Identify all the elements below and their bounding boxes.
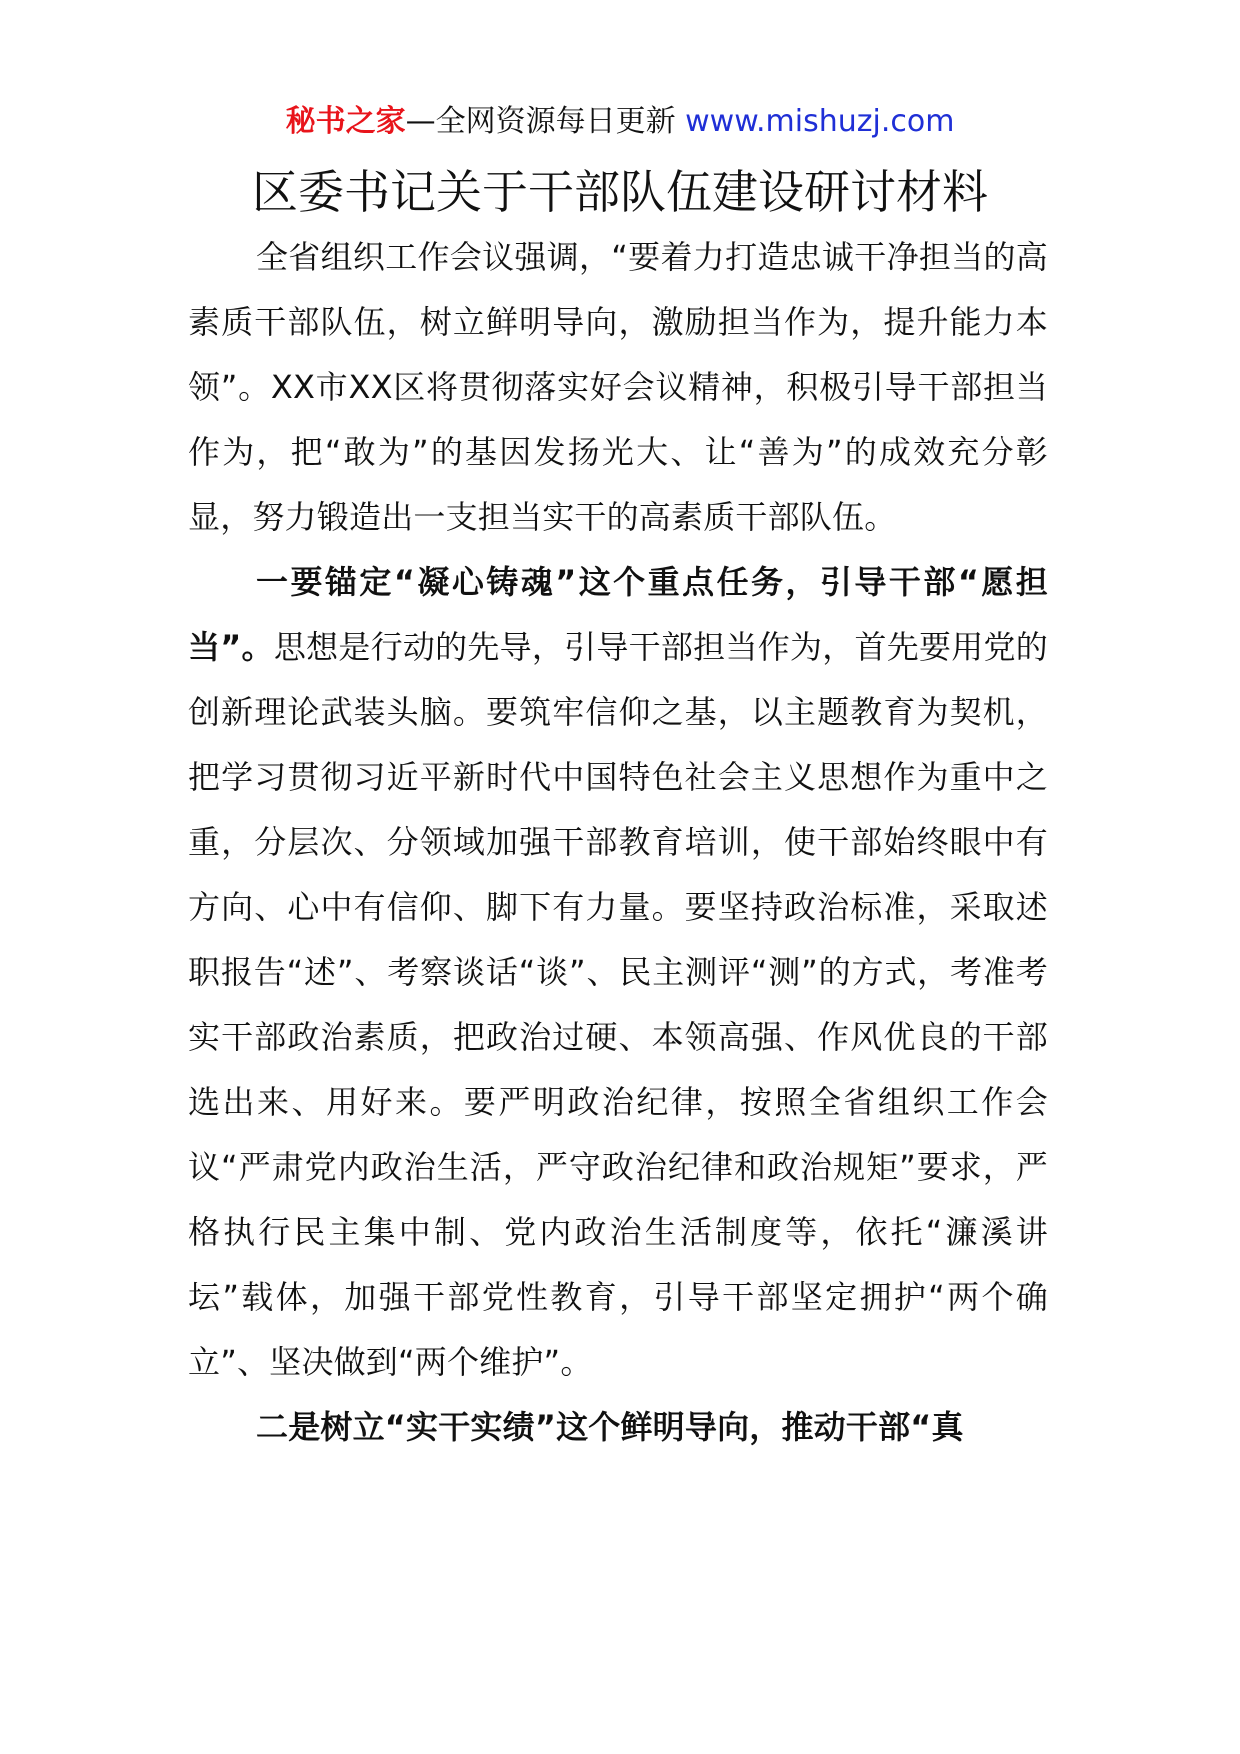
site-header xyxy=(0,100,1240,144)
document-body xyxy=(188,225,1048,1460)
paragraph-intro xyxy=(188,225,1048,550)
paragraph-lead: 二是树立“实干实绩”这个鲜明导向，推动干部“真 xyxy=(256,1408,964,1446)
paragraph-lead: 一要锚定“凝心铸魂”这个重点任务，引导干部“愿担当”。 xyxy=(188,563,1048,666)
paragraph-text: 思想是行动的先导，引导干部担当作为，首先要用党的创新理论武装头脑。要筑牢信仰之基，以主题教育为契机，把学习贯彻习近平新时代中国特色社会主义思想作为重中之重，分层次、分领域加强干部教育培训，使干部始终眼中有方向、心中有信仰、脚下有力量。要坚持政治标准，采取述职报告“述”、考察谈话“谈”、民主测评“测”的方式，考准考实干部政治素质，把政治过硬、本领高强、作风优良的干部选出来、用好来。要严明政治纪律，按照全省组织工作会议“严肃党内政治生活，严守政治纪律和政治规矩”要求，严格执行民主集中制、党内政治生活制度等，依托“濂溪讲坛”载体，加强干部党性教育，引导干部坚定拥护“两个确立”、坚决做到“两个维护”。 xyxy=(188,628,1048,1381)
header-tagline: —全网资源每日更新 xyxy=(405,104,686,139)
paragraph-section-2 xyxy=(188,1395,1048,1460)
brand-name: 秘书之家 xyxy=(285,104,406,139)
document-title: 区委书记关于干部队伍建设研讨材料 xyxy=(252,165,988,219)
paragraph-section-1 xyxy=(188,550,1048,1395)
site-url-link[interactable]: www.mishuzj.com xyxy=(685,104,955,139)
paragraph-text: 全省组织工作会议强调，“要着力打造忠诚干净担当的高素质干部队伍，树立鲜明导向，激励担当作为，提升能力本领”。XX市XX区将贯彻落实好会议精神，积极引导干部担当作为，把“敢为”的基因发扬光大、让“善为”的成效充分彰显，努力锻造出一支担当实干的高素质干部队伍。 xyxy=(188,238,1048,536)
